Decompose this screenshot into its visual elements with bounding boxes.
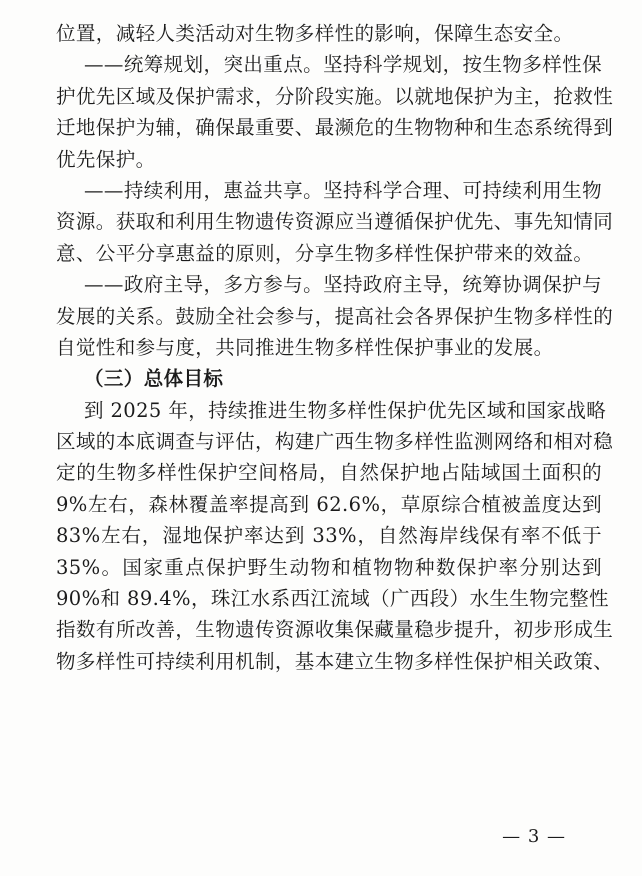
body-text: [56, 18, 614, 677]
text-line: 位置，减轻人类活动对生物多样性的影响，保障生态安全。: [56, 22, 574, 45]
text-line: 发展的关系。鼓励全社会参与，提高社会各界保护生物多样性的: [56, 304, 614, 328]
section-heading: （三）总体目标: [84, 367, 224, 391]
text-line: 83%左右，湿地保护率达到 33%，自然海岸线保有率不低于: [56, 524, 602, 548]
text-line: 区域的本底调查与评估，构建广西生物多样性监测网络和相对稳: [56, 430, 614, 454]
text-line: 90%和 89.4%，珠江水系西江流域（广西段）水生生物完整性: [56, 587, 609, 611]
text-line: 迁地保护为辅，确保最重要、最濒危的生物物种和生态系统得到: [56, 116, 614, 140]
text-line: 自觉性和参与度，共同推进生物多样性保护事业的发展。: [56, 335, 554, 359]
text-line: ——统筹规划，突出重点。坚持科学规划，按生物多样性保: [84, 53, 602, 77]
text-line: 定的生物多样性保护空间格局，自然保护地占陆域国土面积的: [56, 461, 602, 485]
text-line: 35%。国家重点保护野生动物和植物物种数保护率分别达到: [56, 555, 602, 579]
text-line: 指数有所改善，生物遗传资源收集保藏量稳步提升，初步形成生: [56, 618, 614, 642]
text-line: 护优先区域及保护需求，分阶段实施。以就地保护为主，抢救性: [56, 84, 614, 108]
text-line: 物多样性可持续利用机制，基本建立生物多样性保护相关政策、: [56, 649, 614, 673]
page-number: — 3 —: [502, 826, 566, 847]
text-line: 优先保护。: [56, 147, 156, 171]
text-line: ——政府主导，多方参与。坚持政府主导，统筹协调保护与: [84, 273, 602, 297]
text-line: 资源。获取和利用生物遗传资源应当遵循保护优先、事先知情同: [56, 210, 614, 234]
text-line: 意、公平分享惠益的原则，分享生物多样性保护带来的效益。: [56, 241, 594, 265]
text-line: 9%左右，森林覆盖率提高到 62.6%，草原综合植被盖度达到: [56, 492, 602, 516]
text-line: 到 2025 年，持续推进生物多样性保护优先区域和国家战略: [84, 398, 607, 422]
text-line: ——持续利用，惠益共享。坚持科学合理、可持续利用生物: [84, 178, 602, 202]
